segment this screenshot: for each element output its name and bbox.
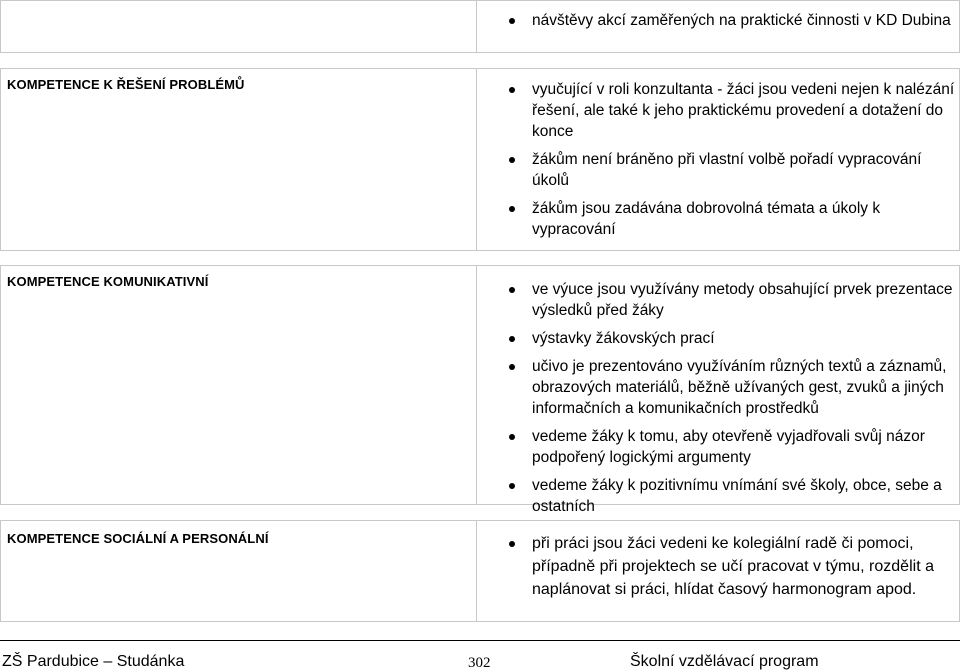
list-item: při práci jsou žáci vedeni ke kolegiální radě či pomoci, případně při projektech se učí pracovat v týmu, rozdělit a naplánovat si práci, hlídat časový harmonogram apod. [477,532,959,601]
page-number: 302 [468,655,491,671]
list-item: vedeme žáky k pozitivnímu vnímání své školy, obce, sebe a ostatních [477,475,959,517]
list-item: žákům není bráněno při vlastní volbě pořadí vypracování úkolů [477,149,959,191]
bullet-list [477,532,959,601]
bullet-list [477,79,959,247]
table-row [0,0,960,53]
list-item: výstavky žákovských prací [477,328,959,349]
list-item: návštěvy akcí zaměřených na praktické činnosti v KD Dubina [477,10,959,31]
list-item: ve výuce jsou využívány metody obsahující prvek prezentace výsledků před žáky [477,279,959,321]
methods-cell [477,0,960,53]
methods-cell [477,520,960,622]
footer-document-title: Školní vzdělávací program [630,653,819,670]
list-item: žákům jsou zadávána dobrovolná témata a úkoly k vypracování [477,198,959,240]
footer-school-name: ZŠ Pardubice – Studánka [2,653,185,670]
competence-heading-cell [0,265,477,505]
list-item: učivo je prezentováno využíváním různých textů a záznamů, obrazových materiálů, běžně užívaných gest, zvuků a jiných informačních a komunikačních prostředků [477,356,959,419]
bullet-list [477,10,959,31]
competence-heading: KOMPETENCE KOMUNIKATIVNÍ [7,274,209,289]
list-item: vyučující v roli konzultanta - žáci jsou vedeni nejen k nalézání řešení, ale také k jeho praktickému provedení a dotažení do konce [477,79,959,142]
methods-cell [477,68,960,251]
table-row [0,68,960,251]
page-footer [0,640,960,672]
table-row [0,265,960,515]
competence-heading: KOMPETENCE K ŘEŠENÍ PROBLÉMŮ [7,77,245,92]
methods-cell [477,265,960,515]
table-row [0,520,960,622]
bullet-list [477,279,959,524]
competence-heading-cell [0,0,477,53]
competence-heading: KOMPETENCE SOCIÁLNÍ A PERSONÁLNÍ [7,531,269,546]
list-item: vedeme žáky k tomu, aby otevřeně vyjadřovali svůj názor podpořený logickými argumenty [477,426,959,468]
competence-heading-cell [0,520,477,622]
competence-heading-cell [0,68,477,251]
